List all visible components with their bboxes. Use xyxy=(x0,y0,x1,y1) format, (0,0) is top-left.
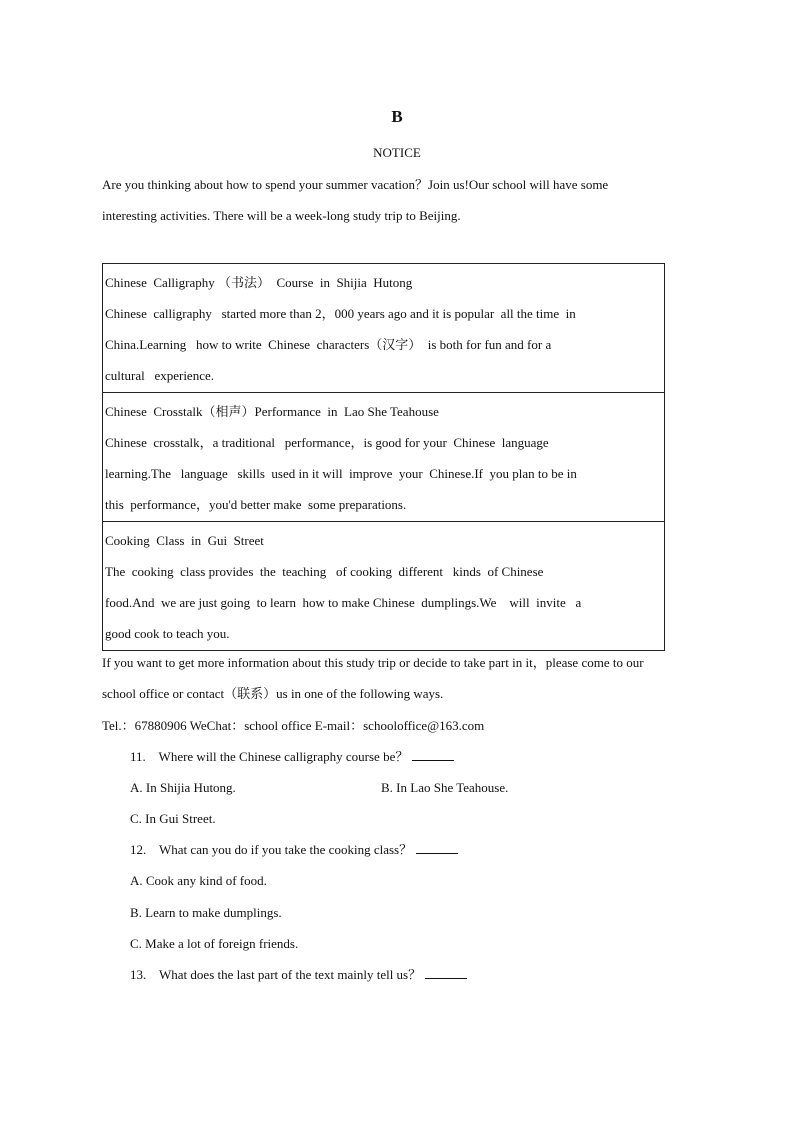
activity-line: Chinese crosstalk，a traditional performance，is good for your Chinese language xyxy=(105,435,549,450)
activity-line: food.And we are just going to learn how to make Chinese dumplings.We will invite a xyxy=(105,595,582,610)
question-text: What does the last part of the text mainly tell us？ xyxy=(159,967,422,982)
activity-cell xyxy=(103,264,665,393)
question-11 xyxy=(130,741,454,772)
option-11-c: C. In Gui Street. xyxy=(130,811,216,826)
option-12-b: B. Learn to make dumplings. xyxy=(130,905,282,920)
question-number: 12. xyxy=(130,842,147,857)
option-11-a: A. In Shijia Hutong. xyxy=(130,780,236,795)
question-12 xyxy=(130,834,458,865)
intro-line-1: Are you thinking about how to spend your summer vacation？Join us!Our school will have some xyxy=(102,177,609,192)
question-number: 13. xyxy=(130,967,147,982)
answer-blank[interactable] xyxy=(412,748,454,761)
activity-row-cooking xyxy=(103,522,665,651)
activity-line: good cook to teach you. xyxy=(105,626,230,641)
question-13 xyxy=(130,959,467,990)
activity-line: The cooking class provides the teaching of cooking different kinds of Chinese xyxy=(105,564,544,579)
outro-line-2: school office or contact（联系）us in one of the following ways. xyxy=(102,686,444,701)
activities-table xyxy=(102,263,665,651)
option-12-a: A. Cook any kind of food. xyxy=(130,873,267,888)
activity-title: Cooking Class in Gui Street xyxy=(105,533,264,548)
question-number: 11. xyxy=(130,749,146,764)
outro-line-1: If you want to get more information about this study trip or decide to take part in it，please come to our xyxy=(102,655,644,670)
intro-paragraph xyxy=(102,169,702,231)
question-text: Where will the Chinese calligraphy course be？ xyxy=(158,749,409,764)
activity-line: learning.The language skills used in it will improve your Chinese.If you plan to be in xyxy=(105,466,577,481)
activity-line: this performance，you'd better make some preparations. xyxy=(105,497,407,512)
activity-line: Chinese calligraphy started more than 2，000 years ago and it is popular all the time in xyxy=(105,306,576,321)
activity-title: Chinese Calligraphy （书法） Course in Shijia Hutong xyxy=(105,275,413,290)
answer-blank[interactable] xyxy=(416,841,458,854)
activity-cell xyxy=(103,393,665,522)
question-text: What can you do if you take the cooking class？ xyxy=(159,842,413,857)
activity-row-crosstalk xyxy=(103,393,665,522)
section-letter: B xyxy=(391,107,403,126)
answer-blank[interactable] xyxy=(425,966,467,979)
option-12-c: C. Make a lot of foreign friends. xyxy=(130,936,299,951)
activity-cell xyxy=(103,522,665,651)
option-11-b: B. In Lao She Teahouse. xyxy=(381,780,509,795)
activity-title: Chinese Crosstalk（相声）Performance in Lao She Teahouse xyxy=(105,404,439,419)
activity-line: China.Learning how to write Chinese characters（汉字） is both for fun and for a xyxy=(105,337,552,352)
activity-line: cultural experience. xyxy=(105,368,214,383)
contact-info: Tel.：67880906 WeChat：school office E-mail：schooloffice@163.com xyxy=(102,718,485,733)
outro-paragraph xyxy=(102,647,702,709)
intro-line-2: interesting activities. There will be a week-long study trip to Beijing. xyxy=(102,208,461,223)
notice-title: NOTICE xyxy=(373,145,421,160)
activity-row-calligraphy xyxy=(103,264,665,393)
